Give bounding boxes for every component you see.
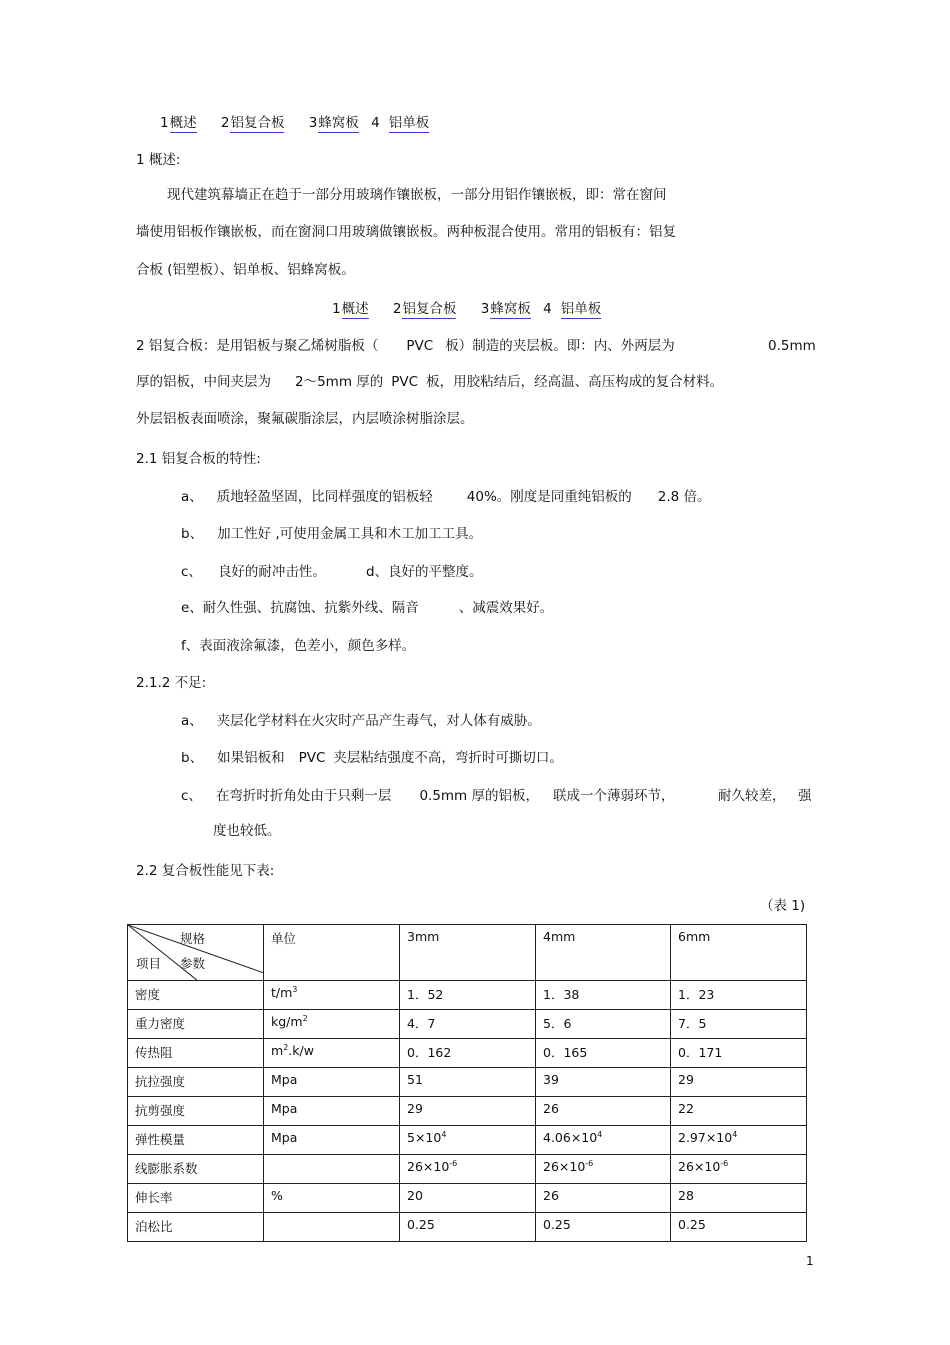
unit-base: Mpa [271, 1101, 298, 1116]
table-row [128, 1097, 807, 1126]
value-exponent: -6 [585, 1158, 594, 1168]
value: 26×10 [407, 1159, 450, 1174]
value: 7．5 [678, 1016, 707, 1031]
unit-base: Mpa [271, 1072, 298, 1087]
unit-base: kg/m [271, 1014, 303, 1029]
value: 28 [678, 1188, 694, 1203]
cell-unit [264, 1039, 400, 1068]
section1-line2: 墙使用铝板作镶嵌板，而在窗洞口用玻璃做镶嵌板。两种板混合使用。常用的铝板有：铝复 [136, 224, 676, 240]
value: 5．6 [543, 1016, 572, 1031]
section2-text: 2 铝复合板：是用铝板与聚乙烯树脂板（ [136, 338, 379, 354]
cell-item [128, 1097, 264, 1126]
item-name: 弹性模量 [135, 1132, 186, 1147]
value: 1．23 [678, 987, 715, 1002]
value: 20 [407, 1188, 423, 1203]
nav-num-4: 4 [371, 115, 380, 131]
list-text: d、良好的平整度。 [365, 564, 483, 580]
list-text: PVC [298, 750, 326, 766]
cell-3mm [400, 1039, 536, 1068]
list-marker: a、 [181, 489, 203, 505]
unit-base: % [271, 1188, 283, 1203]
cell-4mm [536, 1213, 671, 1242]
value: 0.25 [543, 1217, 571, 1232]
cell-6mm [671, 1184, 807, 1213]
list-text: 、减震效果好。 [458, 600, 554, 616]
nav-link-single-panel[interactable]: 铝单板 [388, 115, 430, 131]
list-marker: a、 [181, 713, 203, 729]
value-exponent: 4 [732, 1129, 738, 1139]
header-6mm: 6mm [671, 925, 807, 981]
cell-4mm [536, 1126, 671, 1155]
cell-item [128, 1155, 264, 1184]
nav-link-aluminum-composite[interactable]: 铝复合板 [402, 301, 457, 317]
table-row [128, 1068, 807, 1097]
cell-item [128, 1126, 264, 1155]
value: 1．38 [543, 987, 580, 1002]
cell-3mm [400, 1155, 536, 1184]
item-name: 密度 [135, 987, 161, 1002]
value: 0．171 [678, 1045, 723, 1060]
item-name: 伸长率 [135, 1190, 173, 1205]
table-row [128, 1184, 807, 1213]
sec21-item-c [181, 563, 483, 581]
sec21-item-a [181, 488, 711, 506]
value: 26×10 [678, 1159, 721, 1174]
unit-sup: 2 [283, 1042, 289, 1052]
unit-sup: 3 [292, 984, 298, 994]
value: 2.97×10 [678, 1130, 733, 1145]
cell-item [128, 1184, 264, 1213]
cell-4mm [536, 1097, 671, 1126]
value: 22 [678, 1101, 694, 1116]
nav-num-1: 1 [332, 301, 341, 317]
cell-6mm [671, 1126, 807, 1155]
table-header-row [128, 925, 807, 981]
section2-pvc: PVC [391, 374, 419, 390]
list-marker: c、 [181, 788, 202, 804]
section2-line2 [136, 373, 723, 391]
unit-base: t/m [271, 985, 293, 1000]
nav-num-2: 2 [220, 115, 230, 131]
cell-unit [264, 1126, 400, 1155]
table-row [128, 1213, 807, 1242]
cell-3mm [400, 1126, 536, 1155]
list-text: 联成一个薄弱环节， [553, 788, 675, 804]
cell-item [128, 1213, 264, 1242]
sec212-heading: 2.1.2 不足: [136, 675, 207, 691]
value: 26 [543, 1188, 559, 1203]
list-text: e、耐久性强、抗腐蚀、抗紫外线、隔音 [181, 600, 419, 616]
sec21-item-b [181, 525, 482, 543]
cell-4mm [536, 1155, 671, 1184]
cell-3mm [400, 1068, 536, 1097]
nav-link-aluminum-composite[interactable]: 铝复合板 [230, 115, 285, 131]
section2-text: 厚的铝板，中间夹层为 [136, 374, 271, 390]
cell-6mm [671, 1039, 807, 1068]
sec212-item-c-cont: 度也较低。 [213, 823, 281, 839]
cell-4mm [536, 1184, 671, 1213]
list-marker: c、 [181, 564, 202, 580]
list-text: 2.8 倍。 [657, 489, 711, 505]
cell-unit [264, 1155, 400, 1184]
header-4mm: 4mm [536, 925, 671, 981]
nav-num-3: 3 [308, 115, 318, 131]
item-name: 泊松比 [135, 1219, 173, 1234]
nav-links-center [332, 300, 601, 318]
header-spec-label: 规格 [180, 931, 206, 946]
nav-link-honeycomb[interactable]: 蜂窝板 [318, 115, 359, 131]
diagonal-header-cell [128, 925, 264, 981]
sec212-item-c [181, 787, 675, 805]
sec21-heading: 2.1 铝复合板的特性: [136, 451, 261, 467]
table-row [128, 1039, 807, 1068]
table-caption: （表 1) [760, 898, 806, 914]
item-name: 线膨胀系数 [135, 1161, 198, 1176]
sec21-item-e [181, 599, 553, 617]
sec212-item-c-tail1: 耐久较差， [718, 788, 786, 804]
value-exponent: 4 [597, 1129, 603, 1139]
section2-pvc: PVC [406, 338, 434, 354]
section2-line3: 外层铝板表面喷涂，聚氟碳脂涂层，内层喷涂树脂涂层。 [136, 411, 474, 427]
list-text: 质地轻盈坚固，比同样强度的铝板轻 [216, 489, 433, 505]
unit-tail: .k/w [288, 1043, 314, 1058]
unit-base: Mpa [271, 1130, 298, 1145]
cell-item [128, 1010, 264, 1039]
page-number: 1 [806, 1254, 814, 1268]
sec21-item-f: f、表面液涂氟漆，色差小，颜色多样。 [181, 638, 416, 654]
cell-6mm [671, 1010, 807, 1039]
cell-unit [264, 1213, 400, 1242]
list-text: 0.5mm 厚的铝板， [419, 788, 539, 804]
cell-6mm [671, 1155, 807, 1184]
item-name: 抗拉强度 [135, 1074, 186, 1089]
value: 0.25 [678, 1217, 706, 1232]
value: 0．165 [543, 1045, 588, 1060]
section2-text: 板，用胶粘结后，经高温、高压构成的复合材料。 [426, 374, 724, 390]
nav-link-single-panel[interactable]: 铝单板 [560, 301, 602, 317]
cell-6mm [671, 1068, 807, 1097]
value: 29 [678, 1072, 694, 1087]
table-row [128, 1010, 807, 1039]
nav-link-overview[interactable]: 概述 [341, 301, 369, 317]
cell-unit [264, 1010, 400, 1039]
item-name: 重力密度 [135, 1016, 186, 1031]
unit-base: m [271, 1043, 284, 1058]
cell-3mm [400, 1010, 536, 1039]
list-text: 在弯折时折角处由于只剩一层 [215, 788, 392, 804]
cell-unit [264, 981, 400, 1010]
item-name: 传热阻 [135, 1045, 173, 1060]
cell-unit [264, 1068, 400, 1097]
cell-item [128, 981, 264, 1010]
cell-unit [264, 1184, 400, 1213]
section1-line3: 合板 (铝塑板）、铝单板、铝蜂窝板。 [136, 262, 355, 278]
value: 5×10 [407, 1130, 442, 1145]
list-text: 如果铝板和 [217, 750, 285, 766]
value: 26×10 [543, 1159, 586, 1174]
cell-item [128, 1068, 264, 1097]
nav-num-3: 3 [480, 301, 490, 317]
section2-line1 [136, 337, 675, 355]
nav-num-1: 1 [160, 115, 169, 131]
table-row [128, 1126, 807, 1155]
value: 0．162 [407, 1045, 452, 1060]
cell-3mm [400, 981, 536, 1010]
nav-num-4: 4 [543, 301, 552, 317]
section1-heading: 1 概述: [136, 152, 181, 168]
cell-4mm [536, 1039, 671, 1068]
nav-links-top [160, 114, 429, 132]
value: 4．7 [407, 1016, 436, 1031]
cell-item [128, 1039, 264, 1068]
value-exponent: 4 [441, 1129, 447, 1139]
value: 26 [543, 1101, 559, 1116]
section2-thickness: 0.5mm [768, 338, 816, 354]
header-3mm: 3mm [400, 925, 536, 981]
list-text: 夹层化学材料在火灾时产品产生毒气，对人体有威胁。 [216, 713, 541, 729]
value-exponent: -6 [449, 1158, 458, 1168]
cell-3mm [400, 1184, 536, 1213]
sec212-item-a [181, 712, 541, 730]
value: 0.25 [407, 1217, 435, 1232]
sec212-item-c-tail2: 强 [798, 788, 812, 804]
performance-table [127, 924, 807, 1242]
value-exponent: -6 [720, 1158, 729, 1168]
nav-link-overview[interactable]: 概述 [169, 115, 197, 131]
header-param-label: 参数 [180, 956, 206, 971]
list-text: 夹层粘结强度不高，弯折时可撕切口。 [333, 750, 563, 766]
list-marker: b、 [181, 750, 204, 766]
cell-unit [264, 1097, 400, 1126]
nav-num-2: 2 [392, 301, 402, 317]
list-marker: b、 [181, 526, 204, 542]
nav-link-honeycomb[interactable]: 蜂窝板 [490, 301, 531, 317]
section2-text: 2～5mm 厚的 [295, 374, 384, 390]
cell-6mm [671, 1097, 807, 1126]
cell-3mm [400, 1213, 536, 1242]
value: 1．52 [407, 987, 444, 1002]
list-text: 40%。刚度是同重纯铝板的 [466, 489, 632, 505]
value: 29 [407, 1101, 423, 1116]
cell-4mm [536, 1010, 671, 1039]
header-item-label: 项目 [136, 956, 162, 971]
cell-6mm [671, 981, 807, 1010]
item-name: 抗剪强度 [135, 1103, 186, 1118]
value: 4.06×10 [543, 1130, 598, 1145]
sec22-heading: 2.2 复合板性能见下表: [136, 863, 275, 879]
cell-3mm [400, 1097, 536, 1126]
list-text: 良好的耐冲击性。 [217, 564, 326, 580]
cell-4mm [536, 981, 671, 1010]
section1-line1: 现代建筑幕墙正在趋于一部分用玻璃作镶嵌板，一部分用铝作镶嵌板，即：常在窗间 [167, 187, 667, 203]
table-row [128, 981, 807, 1010]
section2-text: 板）制造的夹层板。即：内、外两层为 [445, 338, 675, 354]
unit-sup: 2 [302, 1013, 308, 1023]
value: 51 [407, 1072, 423, 1087]
sec212-item-b [181, 749, 563, 767]
list-text: 加工性好 ,可使用金属工具和木工加工工具。 [217, 526, 483, 542]
cell-6mm [671, 1213, 807, 1242]
header-unit: 单位 [264, 925, 400, 981]
cell-4mm [536, 1068, 671, 1097]
table-row [128, 1155, 807, 1184]
table-body [128, 981, 807, 1242]
value: 39 [543, 1072, 559, 1087]
